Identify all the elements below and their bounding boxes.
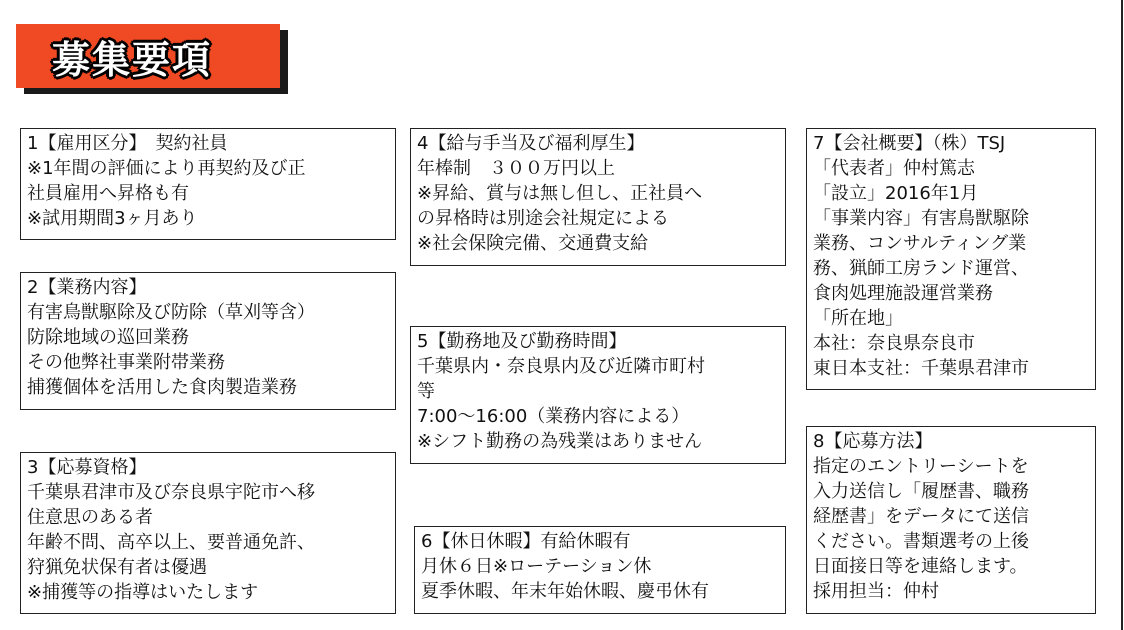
section-line: 月休６日※ローテーション休 — [421, 556, 652, 577]
section-line: 年齢不問、高卒以上、要普通免許、 — [27, 532, 315, 553]
section-line: ※社会保険完備、交通費支給 — [417, 233, 649, 254]
section-line: 「所在地」 — [813, 308, 903, 329]
section-line: ※試用期間3ヶ月あり — [27, 208, 198, 229]
section-employment-type — [20, 128, 396, 240]
section-line: 年棒制 ３００万円以上 — [417, 158, 615, 179]
section-line: 住意思のある者 — [27, 507, 153, 528]
section-line: 日面接日等を連絡します。 — [813, 556, 1028, 577]
section-application-method — [806, 426, 1096, 614]
section-line: 指定のエントリーシートを — [813, 456, 1029, 477]
section-line: 務、猟師工房ランド運営、 — [813, 258, 1029, 279]
section-qualifications — [20, 452, 396, 614]
section-line: 防除地域の巡回業務 — [27, 327, 189, 348]
section-line: 等 — [417, 381, 435, 402]
section-line: 「代表者」仲村篤志 — [813, 158, 975, 179]
section-heading: 7【会社概要】（株）TSJ — [813, 133, 1006, 154]
section-line: 7:00〜16:00（業務内容による） — [417, 406, 690, 427]
section-line: 捕獲個体を活用した食肉製造業務 — [27, 377, 297, 398]
section-heading: 5【勤務地及び勤務時間】 — [417, 331, 627, 352]
section-line: 夏季休暇、年末年始休暇、慶弔休有 — [421, 581, 709, 602]
title-banner — [16, 24, 280, 88]
section-line: 経歴書」をデータにて送信 — [813, 506, 1029, 527]
section-line: 千葉県内・奈良県内及び近隣市町村 — [417, 356, 705, 377]
section-company-overview — [806, 128, 1096, 390]
section-line: 「設立」2016年1月 — [813, 183, 979, 204]
section-line: ※捕獲等の指導はいたします — [27, 582, 259, 603]
section-line: 社員雇用へ昇格も有 — [27, 183, 189, 204]
section-line: 採用担当：仲村 — [813, 581, 939, 602]
section-heading: 1【雇用区分】 契約社員 — [27, 133, 228, 154]
section-heading: 2【業務内容】 — [27, 277, 147, 298]
section-salary-benefits — [410, 128, 786, 266]
section-holidays — [414, 526, 786, 614]
section-line: ※シフト勤務の為残業はありません — [417, 431, 703, 452]
section-heading: 3【応募資格】 — [27, 457, 147, 478]
section-heading: 6【休日休暇】有給休暇有 — [421, 531, 631, 552]
section-line: 業務、コンサルティング業 — [813, 233, 1027, 254]
page-title: 募集要項 — [52, 37, 213, 82]
section-line: その他弊社事業附帯業務 — [27, 352, 225, 373]
section-job-description — [20, 272, 396, 410]
section-line: ください。書類選考の上後 — [813, 531, 1029, 552]
section-line: ※1年間の評価により再契約及び正 — [27, 158, 306, 179]
section-line: 狩猟免状保有者は優遇 — [27, 557, 207, 578]
section-heading: 4【給与手当及び福利厚生】 — [417, 133, 645, 154]
section-line: 東日本支社：千葉県君津市 — [813, 358, 1029, 379]
section-line: 本社：奈良県奈良市 — [813, 333, 975, 354]
section-line: 「事業内容」有害鳥獣駆除 — [813, 208, 1029, 229]
section-line: ※昇給、賞与は無し但し、正社員へ — [417, 183, 703, 204]
page-right-border — [1121, 0, 1123, 630]
section-line: 入力送信し「履歴書、職務 — [813, 481, 1029, 502]
section-heading: 8【応募方法】 — [813, 431, 933, 452]
section-line: 有害鳥獣駆除及び防除（草刈等含） — [27, 302, 315, 323]
section-line: の昇格時は別途会社規定による — [417, 208, 669, 229]
section-line: 千葉県君津市及び奈良県宇陀市へ移 — [27, 482, 315, 503]
section-location-hours — [410, 326, 786, 464]
section-line: 食肉処理施設運営業務 — [813, 283, 993, 304]
